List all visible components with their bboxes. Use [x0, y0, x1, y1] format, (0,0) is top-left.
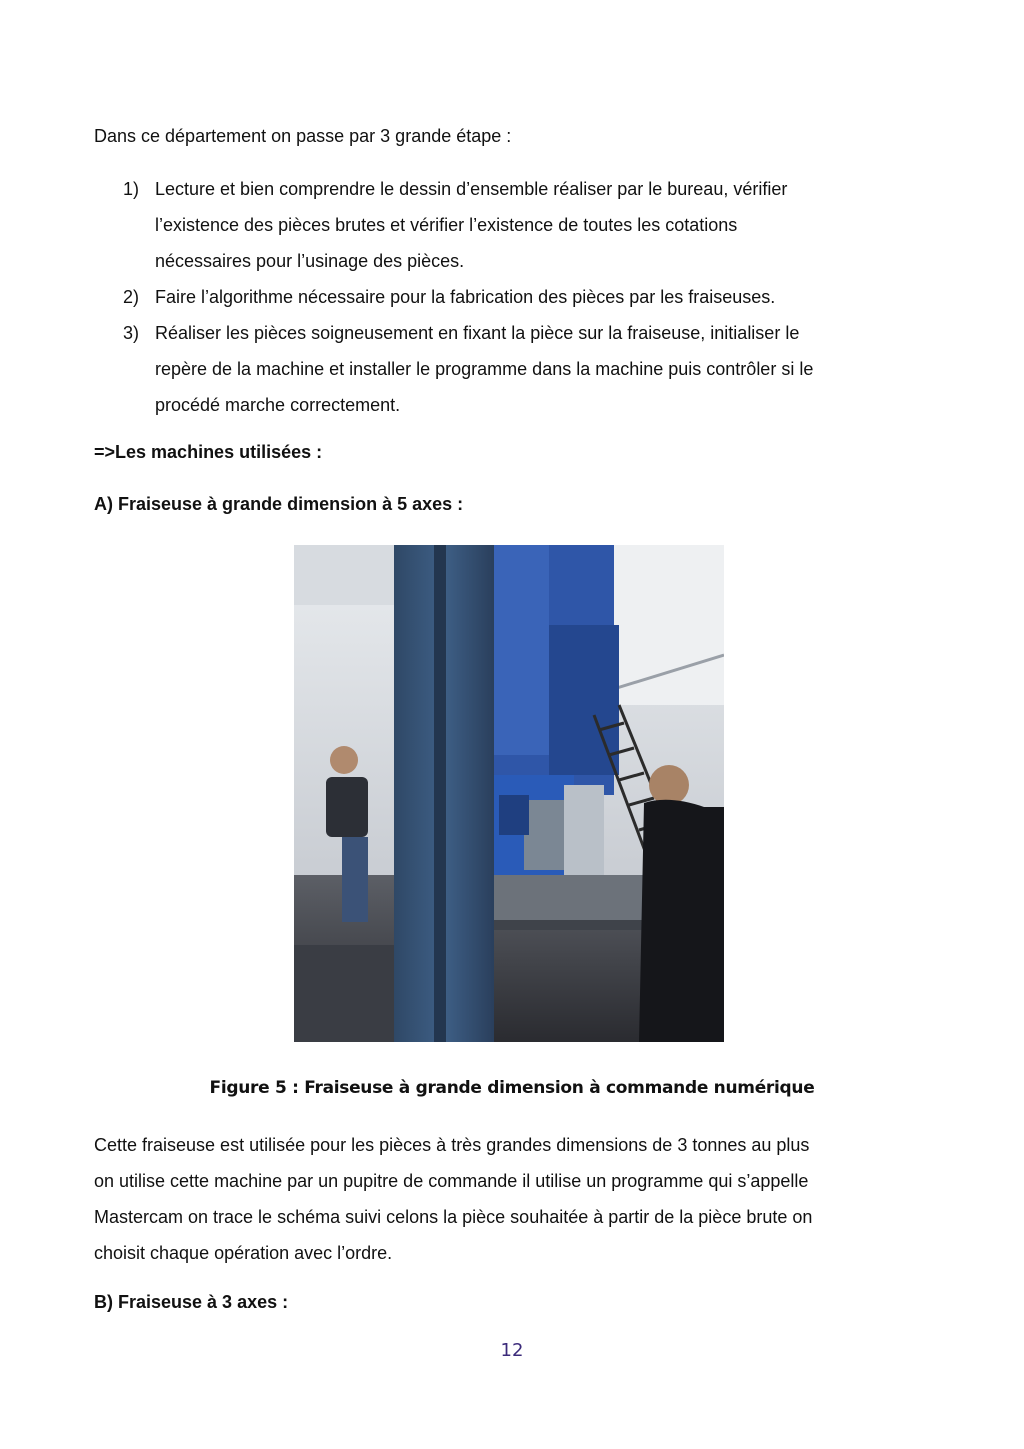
figure-caption: Figure 5 : Fraiseuse à grande dimension à commande numérique — [209, 1078, 815, 1098]
list-item-line: Lecture et bien comprendre le dessin d’ensemble réaliser par le bureau, vérifier — [155, 179, 788, 199]
paragraph-line: Mastercam on trace le schéma suivi celons la pièce souhaitée à partir de la pièce brute on — [94, 1207, 813, 1227]
steps-list — [123, 171, 923, 423]
list-item — [123, 279, 923, 315]
section-heading-machines: =>Les machines utilisées : — [94, 442, 323, 462]
body-paragraph — [94, 1127, 924, 1271]
paragraph-line: choisit chaque opération avec l’ordre. — [94, 1243, 393, 1263]
list-item — [123, 171, 923, 279]
list-item — [123, 315, 923, 423]
section-heading-b: B) Fraiseuse à 3 axes : — [94, 1292, 289, 1312]
list-item-number: 1) — [123, 179, 140, 199]
list-item-line: nécessaires pour l’usinage des pièces. — [155, 251, 465, 271]
page-number: 12 — [500, 1340, 524, 1361]
list-item-line: repère de la machine et installer le programme dans la machine puis contrôler si le — [155, 359, 814, 379]
intro-text: Dans ce département on passe par 3 grande étape : — [94, 126, 512, 146]
list-item-number: 2) — [123, 287, 140, 307]
paragraph-line: on utilise cette machine par un pupitre de commande il utilise un programme qui s’appelle — [94, 1171, 809, 1191]
photo-illustration — [294, 545, 724, 1042]
list-item-line: Réaliser les pièces soigneusement en fixant la pièce sur la fraiseuse, initialiser le — [155, 323, 800, 343]
section-heading-a: A) Fraiseuse à grande dimension à 5 axes : — [94, 494, 464, 514]
list-item-line: procédé marche correctement. — [155, 395, 401, 415]
paragraph-line: Cette fraiseuse est utilisée pour les pièces à très grandes dimensions de 3 tonnes au plus — [94, 1135, 810, 1155]
list-item-number: 3) — [123, 323, 140, 343]
list-item-line: Faire l’algorithme nécessaire pour la fabrication des pièces par les fraiseuses. — [155, 287, 776, 307]
list-item-line: l’existence des pièces brutes et vérifier l’existence de toutes les cotations — [155, 215, 738, 235]
figure-photo-milling-machine — [294, 545, 724, 1042]
